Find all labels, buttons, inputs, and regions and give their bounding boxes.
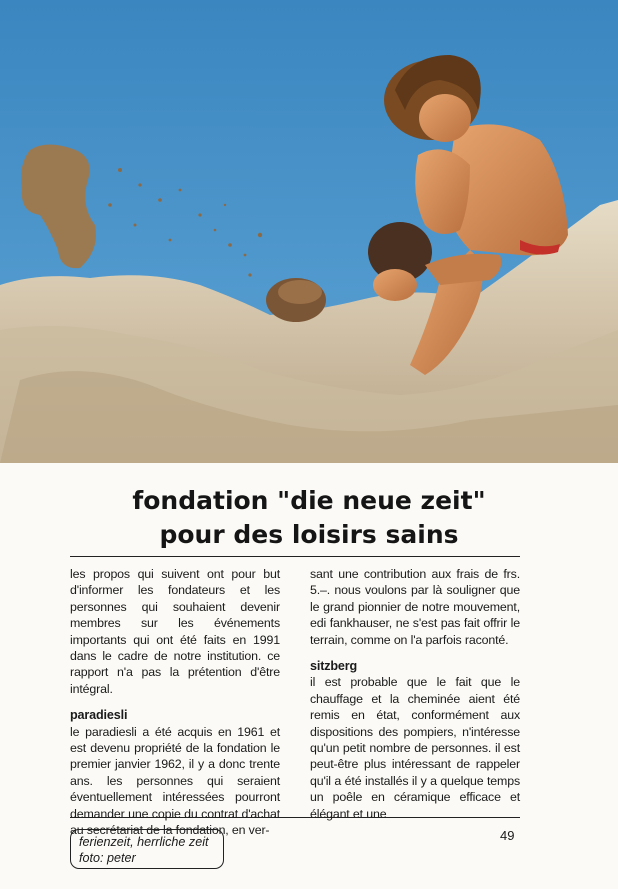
intro-paragraph: les propos qui suivent ont pour but d'informer les fondateurs et les personnes qui souhaient devenir membres sur les événements importants qui ont été faits en 1991 dans le cadre de notre institution. ce rapport n'a pas la prétention d'être intégral. xyxy=(70,567,280,696)
right-column xyxy=(310,566,520,822)
sitzberg-paragraph: il est probable que le fait que le chauffage et la cheminée aient été remis en état, conformément aux dispositions des pompiers, n'intéresse qu'un petit nombre de personnes. il est peut-être plus intéressant de rappeler qu'il a été installés il y a quelque temps un poêle en céramique efficace et élégant et une xyxy=(310,675,520,821)
title-line-1: fondation "die neue zeit" xyxy=(132,486,486,515)
title-divider xyxy=(70,556,520,557)
title-line-2: pour des loisirs sains xyxy=(159,520,459,549)
caption-line-1: ferienzeit, herrliche zeit xyxy=(79,835,209,849)
page-number: 49 xyxy=(500,828,515,843)
article-title xyxy=(0,484,618,552)
section-heading-paradiesli: paradiesli xyxy=(70,708,128,723)
photo-caption xyxy=(70,829,224,869)
caption-line-2: foto: peter xyxy=(79,851,136,865)
paradiesli-paragraph: le paradiesli a été acquis en 1961 et est devenu propriété de la fondation le premier janvier 1962, il y a donc trente ans. les personnes qui seraient éventuellement intéressées pourront demander une copie du contrat d'achat au secrétariat de la fondation, en ver- xyxy=(70,724,280,838)
dog-head xyxy=(266,278,326,322)
left-column xyxy=(70,566,280,839)
continuation-paragraph: sant une contribution aux frais de frs. 5.–. nous voulons par là souligner que le grand pionnier de notre mouvement, edi fankhauser, ne s'est pas fait offrir le terrain, comme on l'a parfois raconté. xyxy=(310,567,520,647)
footer-divider xyxy=(70,817,520,818)
section-heading-sitzberg: sitzberg xyxy=(310,659,358,674)
